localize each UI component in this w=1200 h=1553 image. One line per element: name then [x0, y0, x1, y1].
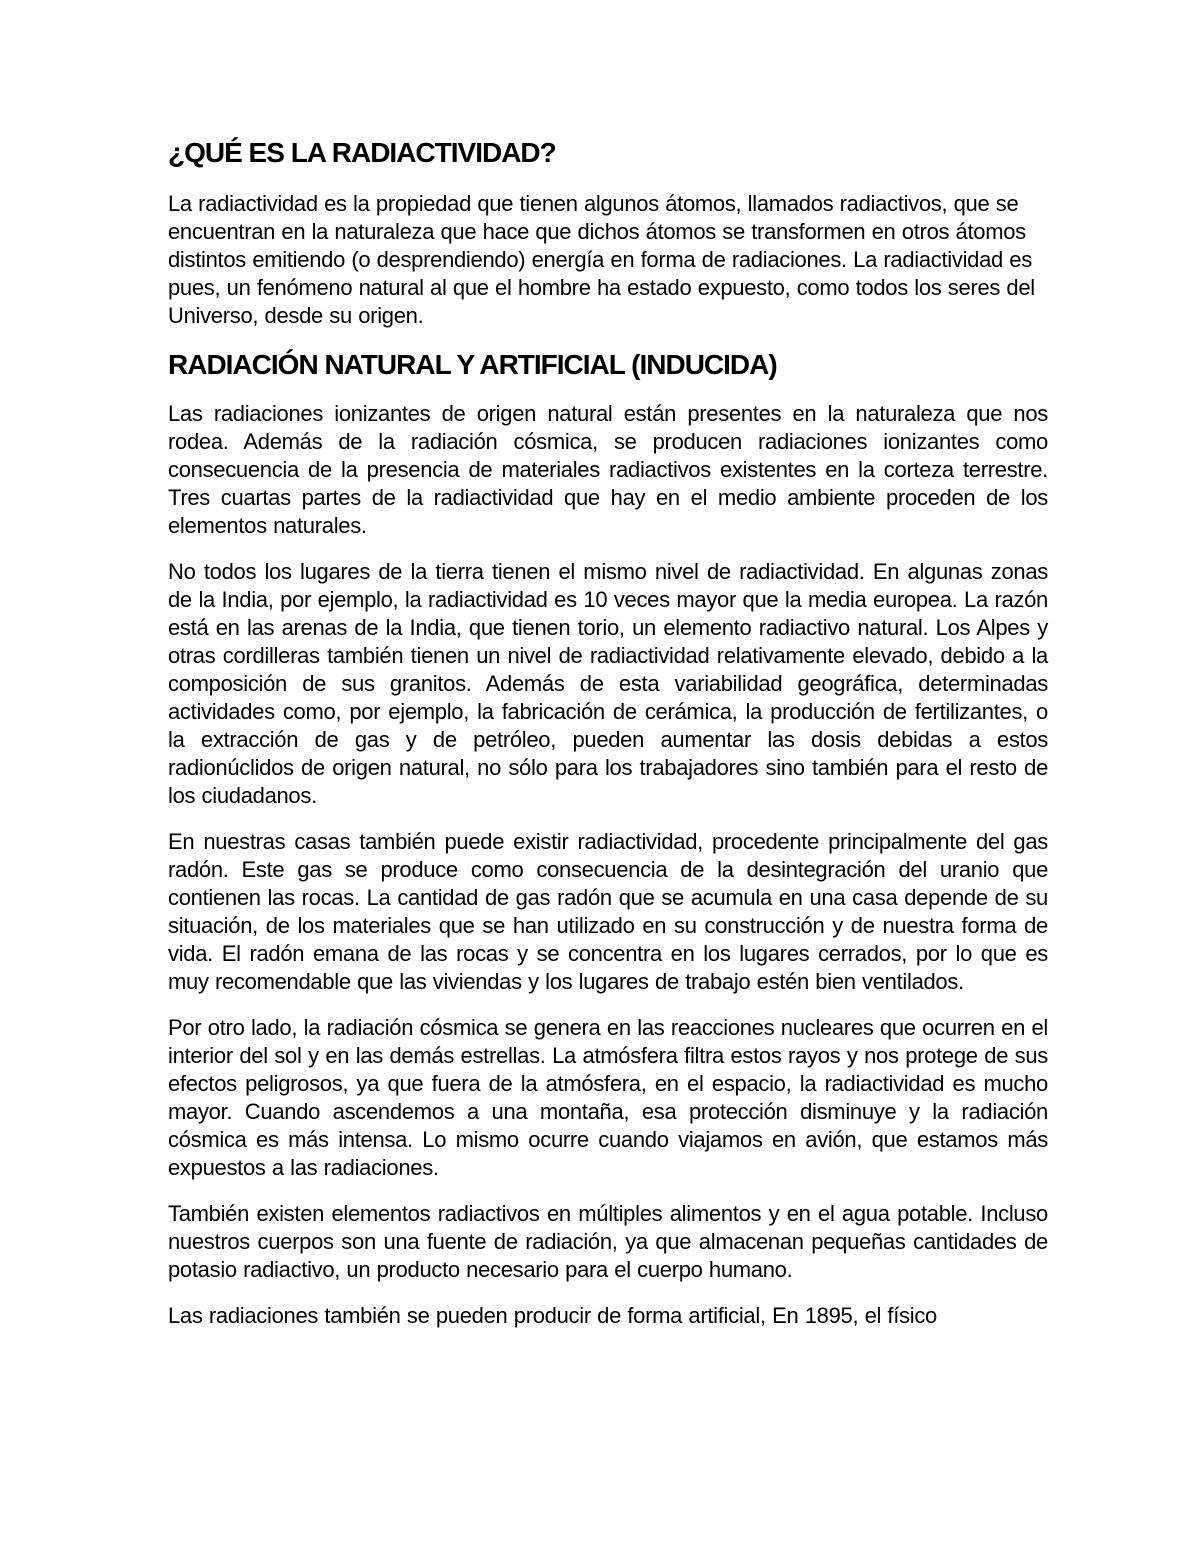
- paragraph-radon-gas: En nuestras casas también puede existir radiactividad, procedente principalmente del gas radón. Este gas se produce como consecuencia de la desintegración del uranio que contienen las rocas. La cantidad de gas radón que se acumula en una casa depende de su situación, de los materiales que se han utilizado en su construcción y de nuestra forma de vida. El radón emana de las rocas y se concentra en los lugares cerrados, por lo que es muy recomendable que las viviendas y los lugares de trabajo estén bien ventilados.: [168, 829, 1048, 994]
- paragraph-cosmic-radiation: Por otro lado, la radiación cósmica se genera en las reacciones nucleares que ocurren en el interior del sol y en las demás estrellas. La atmósfera filtra estos rayos y nos protege de sus efectos peligrosos, ya que fuera de la atmósfera, en el espacio, la radiactividad es mucho mayor. Cuando ascendemos a una montaña, esa protección disminuye y la radiación cósmica es más intensa. Lo mismo ocurre cuando viajamos en avión, que estamos más expuestos a las radiaciones.: [168, 1015, 1048, 1180]
- paragraph-natural-radiation: Las radiaciones ionizantes de origen natural están presentes en la naturaleza que nos rodea. Además de la radiación cósmica, se producen radiaciones ionizantes como consecuencia de la presencia de materiales radiactivos existentes en la corteza terrestre. Tres cuartas partes de la radiactividad que hay en el medio ambiente proceden de los elementos naturales.: [168, 401, 1048, 538]
- paragraph-geographic-variability: No todos los lugares de la tierra tienen el mismo nivel de radiactividad. En algunas zonas de la India, por ejemplo, la radiactividad es 10 veces mayor que la media europea. La razón está en las arenas de la India, que tienen torio, un elemento radiactivo natural. Los Alpes y otras cordilleras también tienen un nivel de radiactividad relativamente elevado, debido a la composición de sus granitos. Además de esta variabilidad geográfica, determinadas actividades como, por ejemplo, la fabricación de cerámica, la producción de fertilizantes, o la extracción de gas y de petróleo, pueden aumentar las dosis debidas a estos radionúclidos de origen natural, no sólo para los trabajadores sino también para el resto de los ciudadanos.: [168, 559, 1048, 808]
- section-heading: RADIACIÓN NATURAL Y ARTIFICIAL (INDUCIDA): [168, 349, 777, 380]
- paragraph-artificial-radiation-intro: Las radiaciones también se pueden producir de forma artificial, En 1895, el físico: [168, 1303, 937, 1328]
- paragraph-food-and-body: También existen elementos radiactivos en múltiples alimentos y en el agua potable. Incluso nuestros cuerpos son una fuente de radiación, ya que almacenan pequeñas cantidades de potasio radiactivo, un producto necesario para el cuerpo humano.: [168, 1201, 1048, 1282]
- intro-paragraph: La radiactividad es la propiedad que tienen algunos átomos, llamados radiactivos, que se encuentran en la naturaleza que hace que dichos átomos se transformen en otros átomos distintos emitiendo (o desprendiendo) energía en forma de radiaciones. La radiactividad es pues, un fenómeno natural al que el hombre ha estado expuesto, como todos los seres del Universo, desde su origen.: [168, 191, 1035, 328]
- document-title: ¿QUÉ ES LA RADIACTIVIDAD?: [168, 137, 556, 168]
